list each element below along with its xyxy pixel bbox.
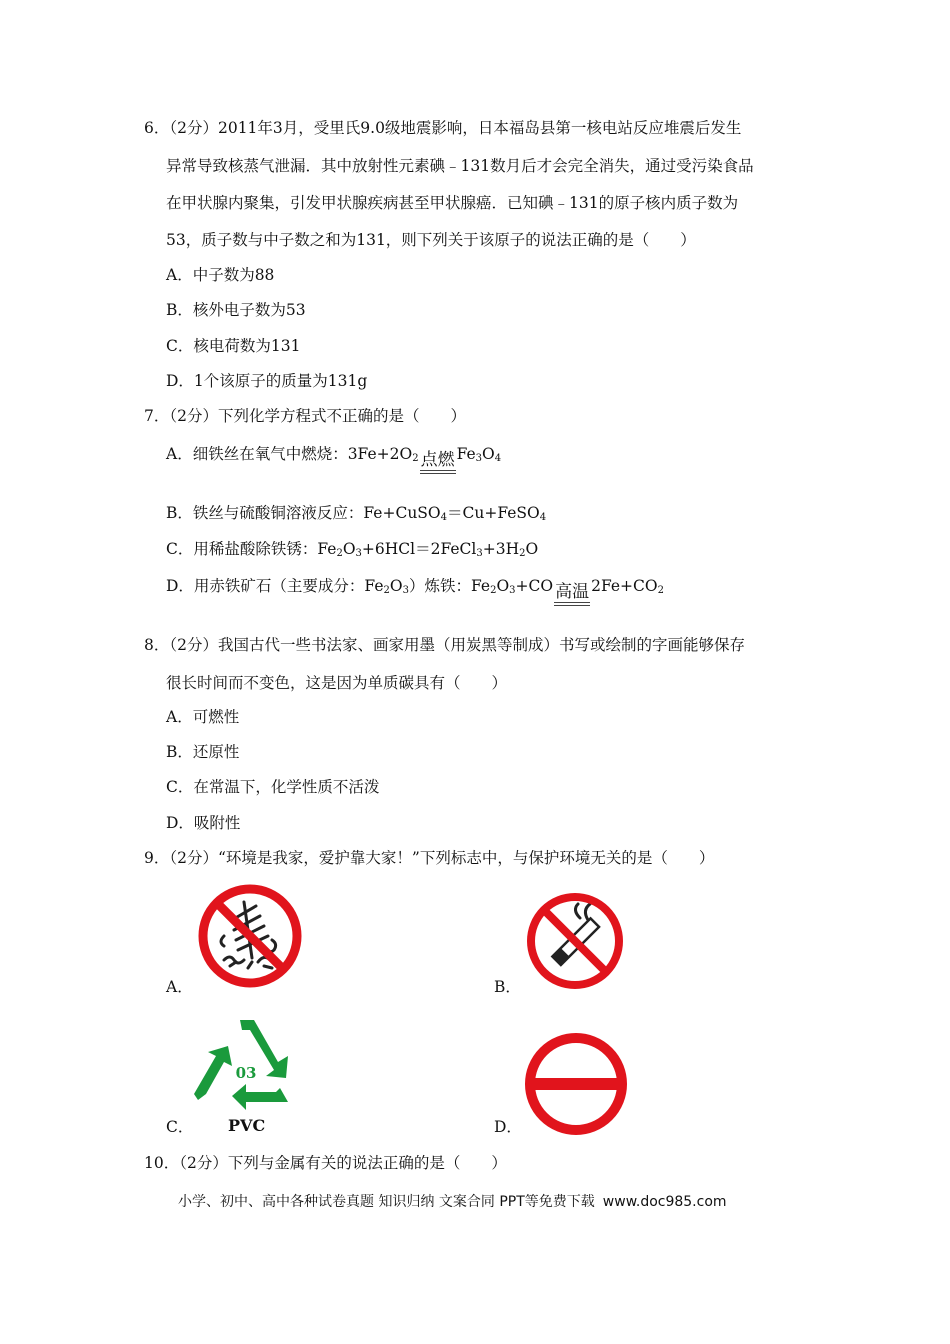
q6-line-4: 53，质子数与中子数之和为131，则下列关于该原子的说法正确的是（ ） xyxy=(166,231,696,249)
footer xyxy=(178,1191,727,1211)
no-entry-sign-icon xyxy=(522,1030,630,1138)
q6-line-3: 在甲状腺内聚集，引发甲状腺疾病甚至甲状腺癌．已知碘﹣131的原子核内质子数为 xyxy=(166,194,739,212)
q9-stem: 9．（2分）“环境是我家，爱护靠大家！”下列标志中，与保护环境无关的是（ ） xyxy=(144,849,715,867)
q6-line-2: 异常导致核蒸气泄漏．其中放射性元素碘﹣131数月后才会完全消失，通过受污染食品 xyxy=(166,157,754,175)
recycle-text: PVC xyxy=(228,1116,266,1135)
q8-option-d: D．吸附性 xyxy=(166,814,241,832)
q7-option-d: D．用赤铁矿石（主要成分：$Fe_2O_3$）炼铁：$Fe_2O_3+CO$ 高温 $2Fe+CO_2$ xyxy=(166,576,664,600)
q8-line-2: 很长时间而不变色，这是因为单质碳具有（ ） xyxy=(166,674,508,692)
q8-option-b: B．还原性 xyxy=(166,743,240,761)
recycling-pvc-sign-icon xyxy=(192,1016,302,1112)
q6-option-a: A．中子数为88 xyxy=(166,266,275,284)
footer-text: 小学、初中、高中各种试卷真题 知识归纳 文案合同 PPT等免费下载 xyxy=(178,1194,595,1210)
q6-option-b: B．核外电子数为53 xyxy=(166,301,306,319)
reaction-condition: 高温 xyxy=(554,583,590,606)
q7-option-a: A．细铁丝在氧气中燃烧：$3Fe+2O_2$ 点燃 $Fe_3O_4$ xyxy=(166,444,501,468)
q7-option-b: B．铁丝与硫酸铜溶液反应：Fe+CuSO$_4$＝Cu+FeSO$_4$ xyxy=(166,504,547,523)
q6-option-c: C．核电荷数为131 xyxy=(166,337,301,355)
q10-stem: 10．（2分）下列与金属有关的说法正确的是（ ） xyxy=(144,1154,507,1172)
q8-option-a: A．可燃性 xyxy=(166,708,240,726)
no-smoking-sign-icon xyxy=(522,888,628,994)
q8-line-1: 8．（2分）我国古代一些书法家、画家用墨（用炭黑等制成）书写或绘制的字画能够保存 xyxy=(144,636,745,654)
no-firecrackers-sign-icon xyxy=(194,880,306,992)
q9-label-a: A． xyxy=(166,978,193,996)
q7-stem: 7．（2分）下列化学方程式不正确的是（ ） xyxy=(144,407,466,425)
q6-option-d: D．1个该原子的质量为131g xyxy=(166,372,368,390)
q9-label-c: C． xyxy=(166,1118,194,1136)
footer-site-link[interactable]: www.doc985.com xyxy=(602,1194,727,1210)
q6-line-1: 6．（2分）2011年3月，受里氏9.0级地震影响，日本福岛县第一核电站反应堆震后发生 xyxy=(144,119,742,137)
q8-option-c: C．在常温下，化学性质不活泼 xyxy=(166,778,380,796)
q7-option-c: C．用稀盐酸除铁锈：$Fe_2O_3+6HCl=2FeCl_3+3H_2O$ xyxy=(166,540,539,559)
recycle-code: 03 xyxy=(235,1064,257,1082)
reaction-condition: 点燃 xyxy=(420,451,456,474)
q9-label-d: D． xyxy=(494,1118,522,1136)
q9-label-b: B． xyxy=(494,978,521,996)
